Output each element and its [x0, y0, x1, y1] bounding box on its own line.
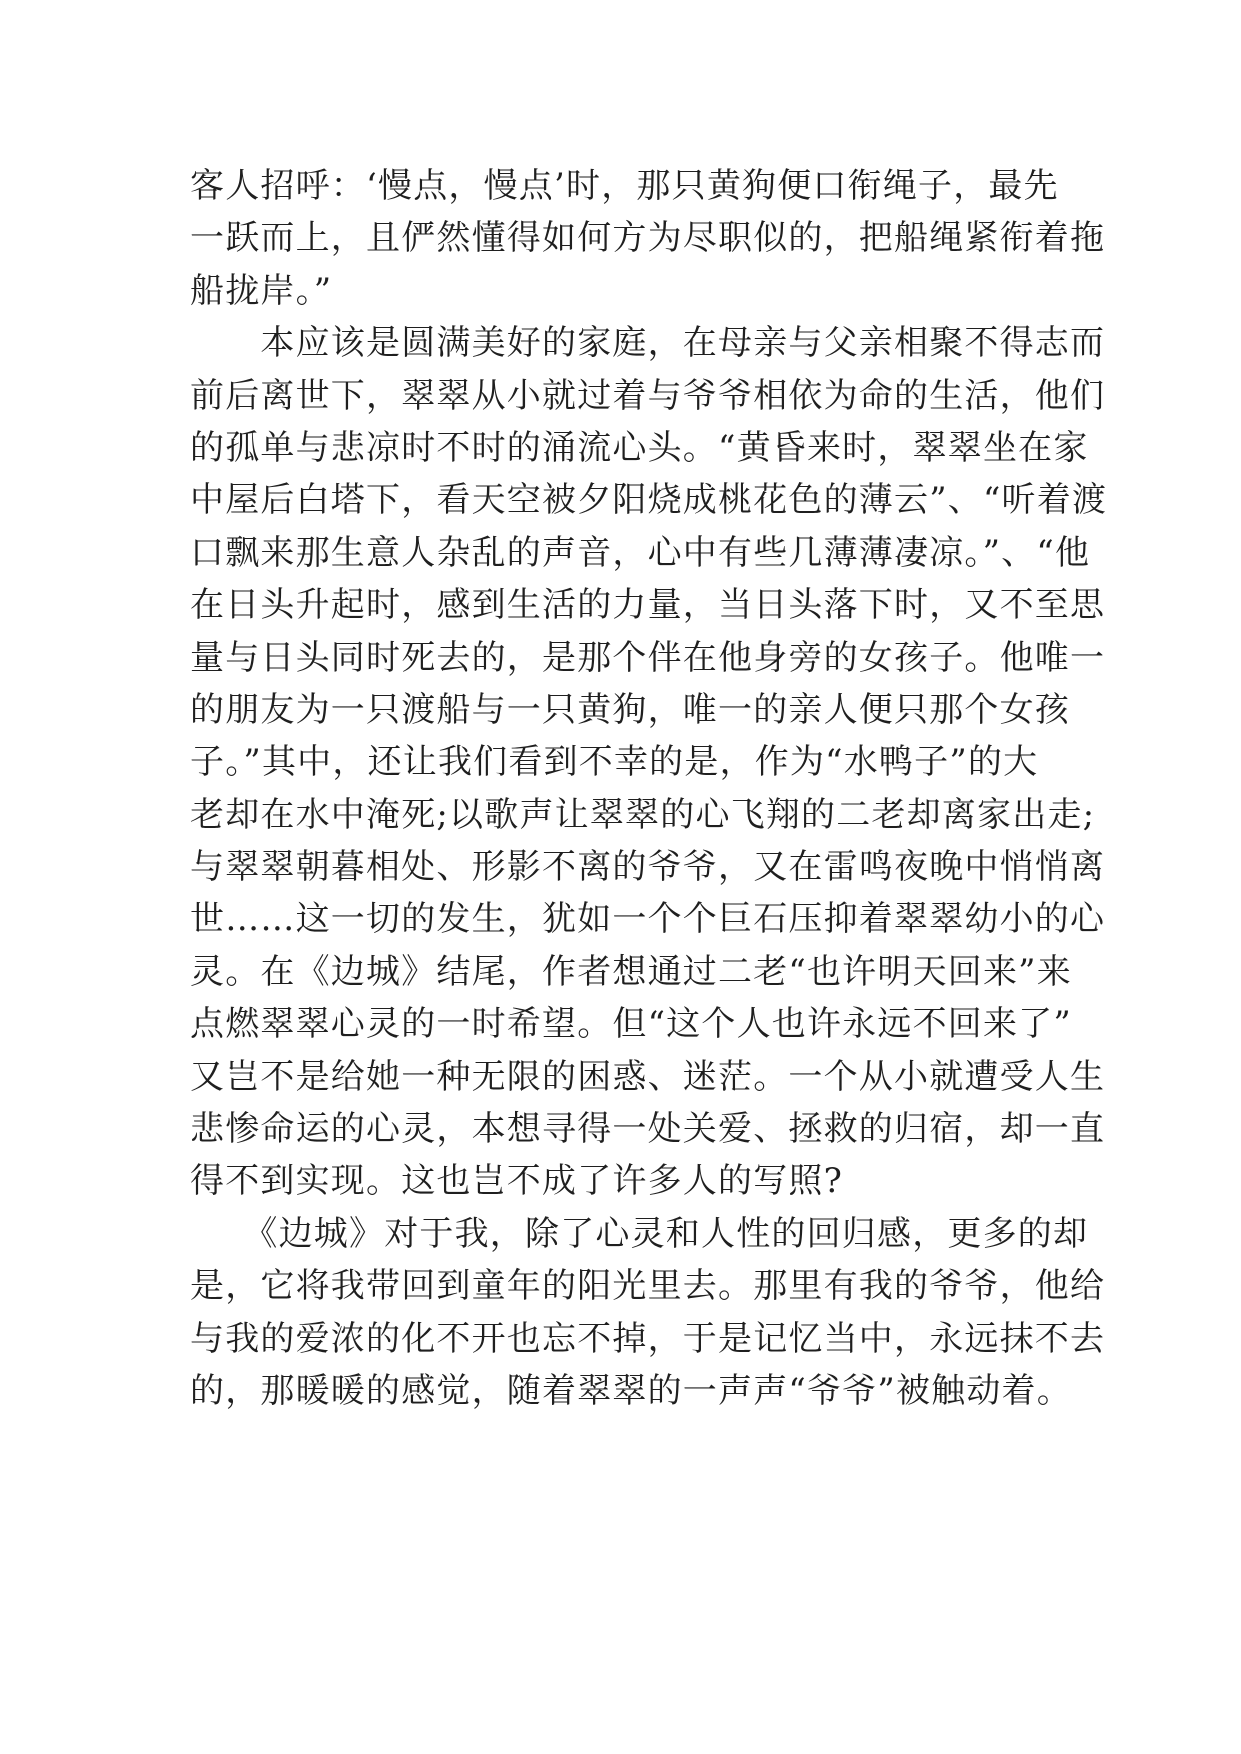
- text-line: 本应该是圆满美好的家庭，在母亲与父亲相聚不得志而: [190, 323, 1106, 364]
- text-line: 与我的爱浓的化不开也忘不掉，于是记忆当中，永远抹不去: [190, 1318, 1106, 1359]
- body-text: [190, 160, 1108, 1417]
- text-line: 的孤单与悲凉时不时的涌流心头。“黄昏来时，翠翠坐在家: [190, 427, 1089, 468]
- text-line: 悲惨命运的心灵，本想寻得一处关爱、拯救的归宿，却一直: [190, 1109, 1106, 1150]
- text-line: 老却在水中淹死;以歌声让翠翠的心飞翔的二老却离家出走;: [190, 794, 1096, 835]
- text-line: 前后离世下，翠翠从小就过着与爷爷相依为命的生活，他们: [190, 375, 1106, 416]
- text-line: 得不到实现。这也岂不成了许多人的写照?: [190, 1161, 844, 1202]
- text-line: 《边城》对于我，除了心灵和人性的回归感，更多的却: [190, 1213, 1089, 1254]
- text-line: 子。”其中，还让我们看到不幸的是，作为“水鸭子”的大: [190, 742, 1039, 783]
- text-line: 灵。在《边城》结尾，作者想通过二老“也许明天回来”来: [190, 951, 1072, 992]
- text-line: 一跃而上，且俨然懂得如何方为尽职似的，把船绳紧衔着拖: [190, 218, 1106, 259]
- text-line: 是，它将我带回到童年的阳光里去。那里有我的爷爷，他给: [190, 1266, 1106, 1307]
- text-line: 量与日头同时死去的，是那个伴在他身旁的女孩子。他唯一: [190, 637, 1106, 678]
- text-line: 与翠翠朝暮相处、形影不离的爷爷，又在雷鸣夜晚中悄悄离: [190, 847, 1106, 888]
- text-line: 又岂不是给她一种无限的困惑、迷茫。一个从小就遭受人生: [190, 1056, 1106, 1097]
- text-line: 的，那暖暖的感觉，随着翠翠的一声声“爷爷”被触动着。: [190, 1370, 1072, 1411]
- text-line: 口飘来那生意人杂乱的声音，心中有些几薄薄凄凉。”、“他: [190, 532, 1091, 573]
- text-line: 的朋友为一只渡船与一只黄狗，唯一的亲人便只那个女孩: [190, 689, 1070, 730]
- text-line: 客人招呼：‘慢点，慢点’时，那只黄狗便口衔绳子，最先: [190, 166, 1059, 206]
- text-line: 在日头升起时，感到生活的力量，当日头落下时，又不至思: [190, 585, 1106, 626]
- text-line: 世……这一切的发生，犹如一个个巨石压抑着翠翠幼小的心: [190, 899, 1106, 940]
- text-line: 中屋后白塔下，看天空被夕阳烧成桃花色的薄云”、“听着渡: [190, 480, 1108, 521]
- text-line: 点燃翠翠心灵的一时希望。但“这个人也许永远不回来了”: [190, 1004, 1072, 1045]
- text-line: 船拢岸。”: [190, 270, 333, 311]
